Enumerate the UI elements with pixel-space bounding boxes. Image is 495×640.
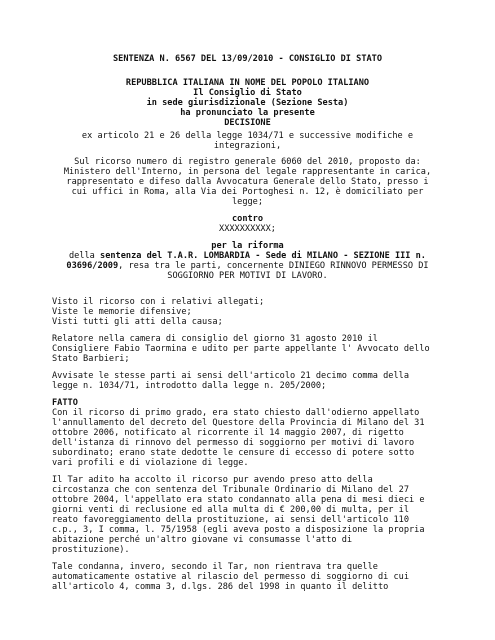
avvisate-line: Avvisate le stesse parti ai sensi dell'articolo 21 decimo comma della [52,371,409,381]
tar-line: circostanza che con sentenza del Tribunale Ordinario di Milano del 27 [52,485,409,495]
contro-value: XXXXXXXXXX; [219,224,276,234]
heading-line: in sede giurisdizionale (Sezione Sesta) [146,98,349,108]
riforma-text: , resa tra le parti, concernente DINIEGO RINNOVO PERMESSO DI [118,261,429,271]
document-title: SENTENZA N. 6567 DEL 13/09/2010 - CONSIGLIO DI STATO [112,54,383,64]
riforma-numero: 03696/2009 [66,261,119,271]
tar-line: abitazione perché un'altro giovane vi consumasse l'atto di [52,535,353,545]
heading-line: ha pronunciato la presente [180,108,315,118]
ricorso-line: legge; [231,197,264,207]
relatore-line: Consigliere Fabio Taormina e udito per parte appellante l' Avvocato dello [52,344,430,354]
riforma-line [0,261,495,271]
heading-line: REPUBBLICA ITALIANA IN NOME DEL POPOLO ITALIANO [125,78,370,88]
ricorso-line: Ministero dell'Interno, in persona del legale rappresentante in carica, [63,167,432,177]
riforma-line [0,251,495,261]
riforma-label: per la riforma [211,241,284,251]
tar-line: reato favoreggiamento della prostituzione, ai sensi dell'articolo 110 [52,515,409,525]
ricorso-line: Sul ricorso numero di registro generale 6060 del 2010, proposto da: [74,157,421,167]
condanna-line: automaticamente ostative al rilascio del permesso di soggiorno di cui [52,572,409,582]
heading-line: Il Consiglio di Stato [193,88,302,98]
fatto-line: l'annullamento del decreto del Questore della Provincia di Milano del 31 [52,418,425,428]
fatto-line: subordinato; erano state dedotte le censure di eccesso di potere sotto [52,448,415,458]
tar-line: giorni venti di reclusione ed alla multa di € 200,00 di multa, per il [52,505,409,515]
condanna-line: Tale condanna, invero, secondo il Tar, non rientrava tra quelle [52,562,378,572]
visto-line: Viste le memorie difensive; [52,307,192,317]
tar-line: Il Tar adito ha accolto il ricorso pur avendo preso atto della [52,475,373,485]
tar-line: prostituzione). [52,545,130,555]
contro-label: contro [231,214,264,224]
relatore-line: Stato Barbieri; [52,354,130,364]
fatto-line: ottobre 2006, notificato al ricorrente il 14 maggio 2007, di rigetto [52,428,404,438]
ricorso-line: rappresentato e difeso dalla Avvocatura Generale dello Stato, presso i [66,177,429,187]
articolo-line: integrazioni, [213,141,282,151]
visto-line: Visti tutti gli atti della causa; [52,317,223,327]
ricorso-line: cui uffici in Roma, alla Via dei Portoghesi n. 12, è domiciliato per [71,187,424,197]
condanna-line: all'articolo 4, comma 3, d.lgs. 286 del 1998 in quanto il delitto [52,582,389,592]
fatto-heading: FATTO [52,398,78,408]
riforma-sentenza: sentenza del T.A.R. LOMBARDIA - Sede di MILANO - SEZIONE III n. [100,251,426,261]
tar-line: c.p., 3, I comma, l. 75/1958 (egli aveva posto a disposizione la propria [52,525,425,535]
articolo-line: ex articolo 21 e 26 della legge 1034/71 e successive modifiche e [81,131,414,141]
heading-decisione: DECISIONE [224,118,271,128]
avvisate-line: legge n. 1034/71, introdotto dalla legge n. 205/2000; [52,381,327,391]
tar-line: ottobre 2004, l'appellato era stato condannato alla pena di mesi dieci e [52,495,425,505]
visto-line: Visto il ricorso con i relativi allegati; [52,297,265,307]
riforma-line: SOGGIORNO PER MOTIVI DI LAVORO. [167,271,328,281]
fatto-line: vari profili e di violazione di legge. [52,458,249,468]
riforma-prefix: della [68,251,101,261]
fatto-line: Con il ricorso di primo grado, era stato chiesto dall'odierno appellato [52,408,420,418]
fatto-line: dell'istanza di rinnovo del permesso di soggiorno per motivi di lavoro [52,438,415,448]
relatore-line: Relatore nella camera di consiglio del giorno 31 agosto 2010 il [52,334,378,344]
